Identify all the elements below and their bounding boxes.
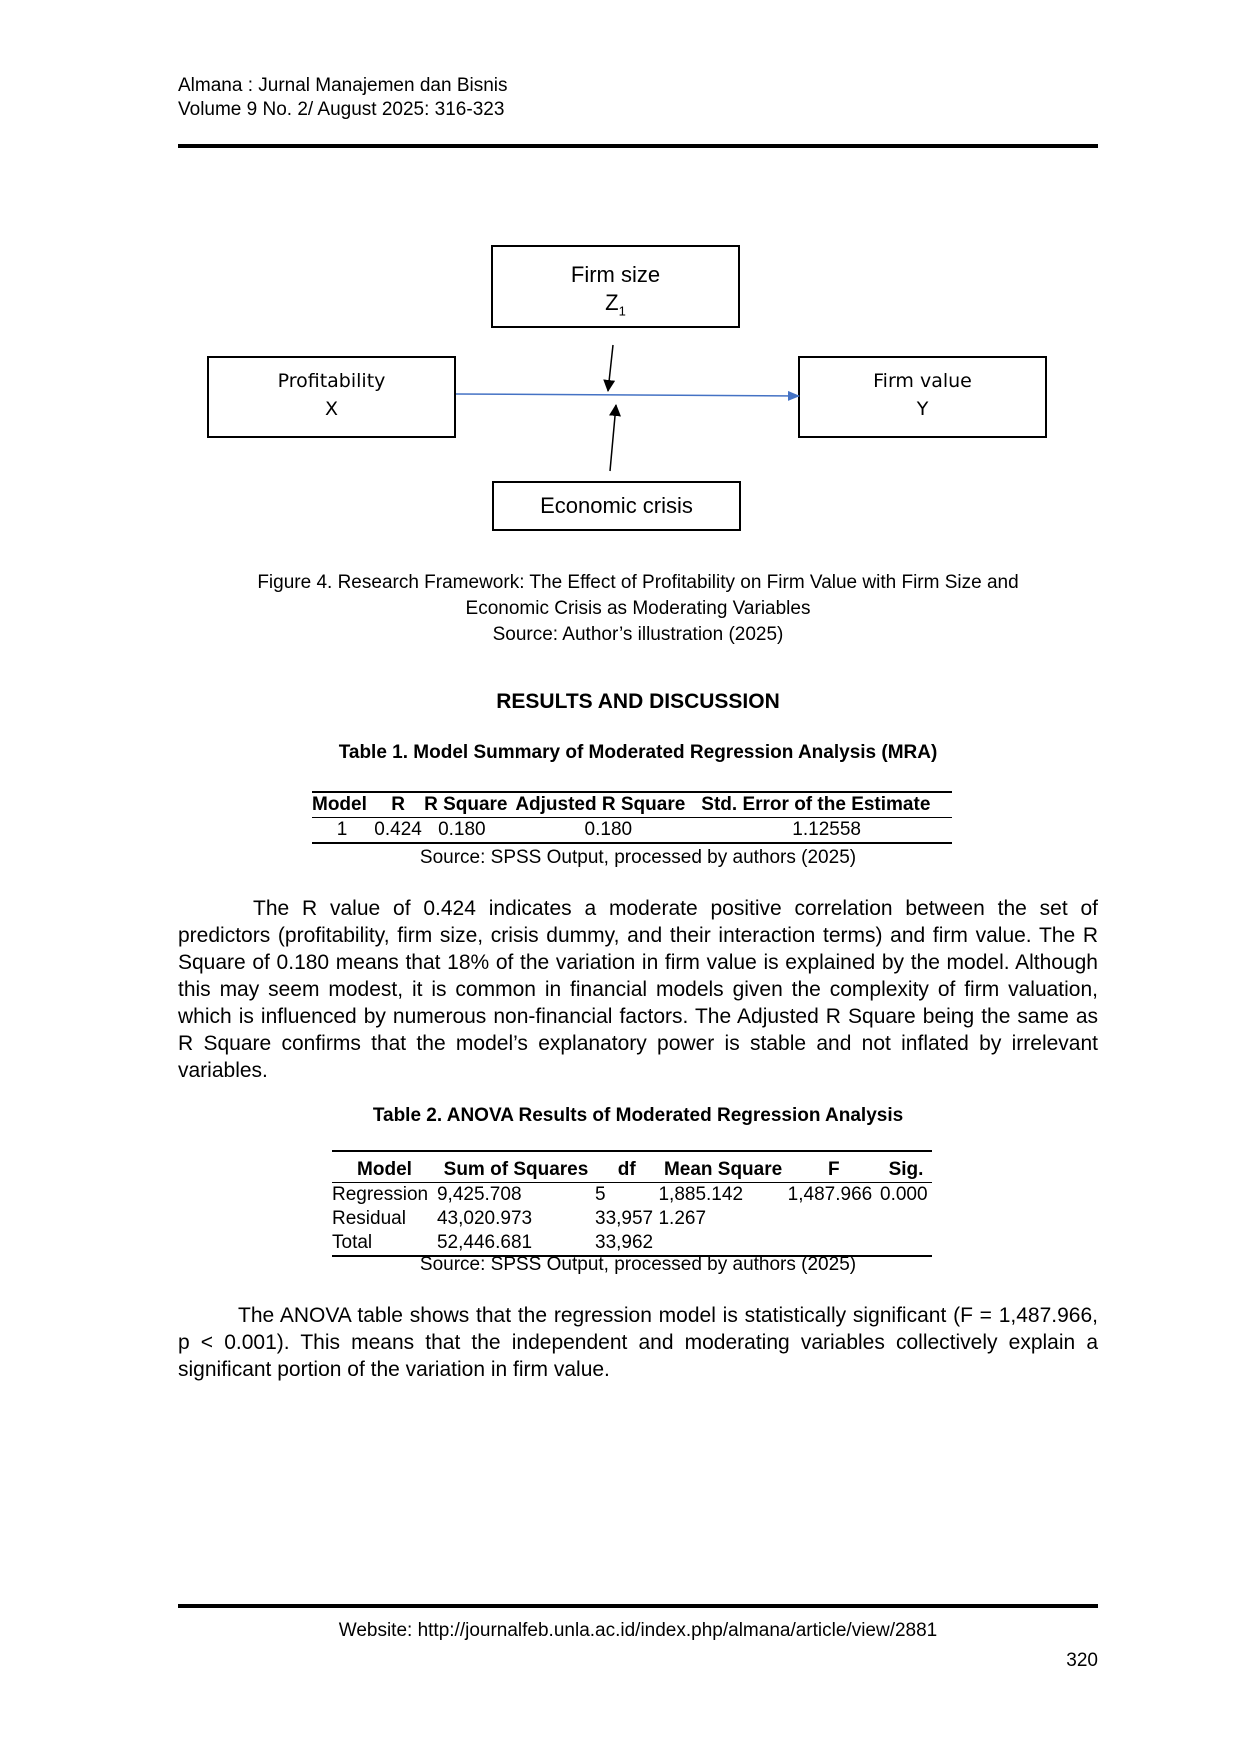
paragraph-2-text: The ANOVA table shows that the regression model is statistically significant (F = 1,487.966, p < 0.001). This means that the independent and moderating variables collectively explain a significant portion of the variation in firm value. [178,1304,1098,1381]
section-title: RESULTS AND DISCUSSION [496,690,780,713]
journal-name: Almana : Jurnal Manajemen dan Bisnis [178,75,508,96]
economic-crisis-label: Economic crisis [540,493,693,518]
volume-info: Volume 9 No. 2/ August 2025: 316-323 [178,99,505,120]
table1-cell: 1.12558 [792,819,861,840]
table1-header-cell: R [391,794,405,815]
table2-cell: 33,962 [595,1232,654,1253]
profitability-label: Profitability [277,370,386,392]
firm-size-symbol: $Z_1$ [605,290,626,319]
table2-cell: 1,487.966 [787,1184,873,1205]
firm-value-symbol: Y [916,398,929,420]
table1-cell: 1 [336,819,348,840]
table2 [332,1150,932,1257]
figure-caption-line1: Figure 4. Research Framework: The Effect of Profitability on Firm Value with Firm Size and [257,572,1019,593]
table2-title: Table 2. ANOVA Results of Moderated Regression Analysis [372,1105,904,1126]
firm-value-label: Firm value [873,370,972,392]
table1-header-cell: Model [312,794,367,815]
table2-cell [788,1207,880,1231]
figure-source: Source: Author’s illustration (2025) [492,624,784,645]
table2-cell: 52,446.681 [436,1232,533,1253]
table1 [312,791,952,844]
table1-header-cell: Std. Error of the Estimate [701,794,931,815]
table1-cell: 0.180 [584,819,633,840]
table2-cell: 0.000 [880,1184,928,1205]
table1-title: Table 1. Model Summary of Moderated Regression Analysis (MRA) [338,742,938,763]
table2-cell: 1,885.142 [658,1184,744,1205]
table2-cell: 5 [595,1184,606,1205]
table2-cell: 33,957 [595,1208,654,1229]
table2-header-cell: Sig. [888,1159,924,1180]
table2-header-cell: df [617,1159,636,1180]
table2-header-cell: Mean Square [663,1159,783,1180]
table2-header-cell: Model [357,1159,412,1180]
figure-caption-line2: Economic Crisis as Moderating Variables [465,598,811,619]
table2-cell: 9,425.708 [436,1184,522,1205]
table2-cell: Regression [332,1184,429,1205]
table1-header-row [312,792,952,818]
table1-header-cell: Adjusted R Square [515,794,686,815]
table1-header-cell: R Square [424,794,508,815]
table2-header-row [332,1151,932,1183]
table2-cell [880,1207,932,1231]
table2-cell: 1.267 [658,1208,707,1229]
table2-source: Source: SPSS Output, processed by authors (2025) [419,1254,857,1275]
page-number: 320 [1066,1650,1098,1671]
paragraph-1-text: The R value of 0.424 indicates a moderate positive correlation between the set of predictors (profitability, firm size, crisis dummy, and their interaction terms) and firm value. The R Square of 0.180 means that 18% of the variation in firm value is explained by the model. Although this may seem modest, it is common in financial models given the complexity of firm valuation, which is influenced by numerous non-financial factors. The Adjusted R Square being the same as R Square confirms that the model’s explanatory power is stable and not inflated by irrelevant variables. [178,897,1098,1082]
table1-cell: 0.180 [438,819,486,840]
profitability-symbol: X [324,398,339,420]
paragraph-1 [178,895,1098,1084]
footer-rule [178,1604,1098,1608]
firm-size-label: Firm size [570,262,661,287]
framework-arrows [0,0,1240,600]
table2-header-cell: F [828,1159,840,1180]
paragraph-2 [178,1302,1098,1383]
economic-crisis-moderation-arrow [610,405,616,471]
footer-website: Website: http://journalfeb.unla.ac.id/index.php/almana/article/view/2881 [338,1620,938,1641]
table1-row [312,818,952,844]
firm-size-moderation-arrow [608,345,613,391]
table2-cell: Residual [332,1208,406,1229]
table2-cell: 43,020.973 [436,1208,533,1229]
profitability-to-firm-value-arrow [456,394,799,396]
table1-source: Source: SPSS Output, processed by authors (2025) [419,847,857,868]
table1-cell: 0.424 [374,819,422,840]
table2-row [332,1183,932,1208]
table2-header-cell: Sum of Squares [443,1159,589,1180]
table2-row [332,1207,932,1231]
table2-cell: Total [332,1232,373,1253]
